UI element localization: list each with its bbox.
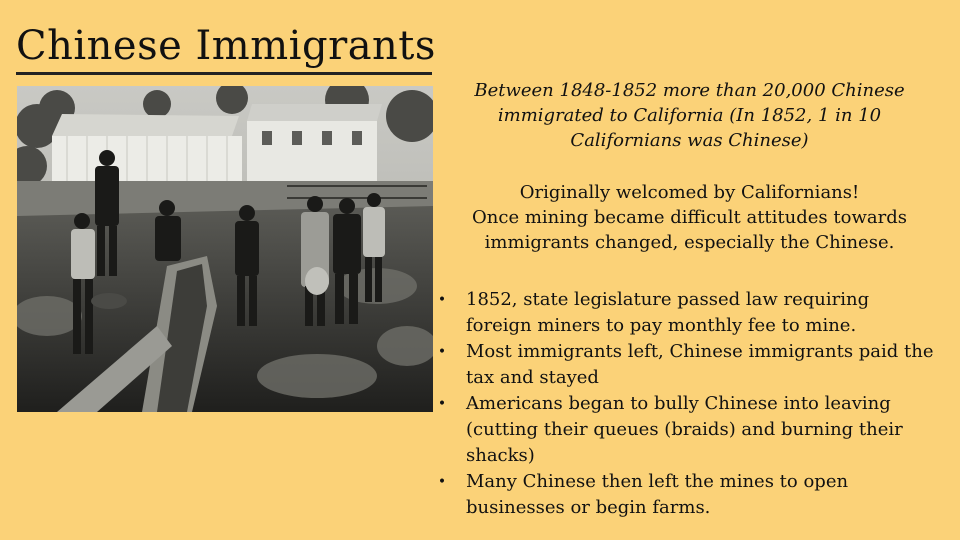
attitude-line-2: Once mining became difficult attitudes towards immigrants changed, especially the Chinese. xyxy=(472,207,907,253)
list-item xyxy=(432,391,937,469)
list-item-text: Many Chinese then left the mines to open businesses or begin farms. xyxy=(466,471,849,518)
intro-text: Between 1848-1852 more than 20,000 Chinese immigrated to California (In 1852, 1 in 10 Californians was Chinese) xyxy=(474,80,905,151)
bullet-icon: • xyxy=(437,474,447,490)
list-item-text: 1852, state legislature passed law requiring foreign miners to pay monthly fee to mine. xyxy=(466,289,870,336)
facts-list xyxy=(432,287,937,521)
bullet-icon: • xyxy=(437,396,447,412)
list-item-text: Most immigrants left, Chinese immigrants paid the tax and stayed xyxy=(466,341,934,388)
bullet-icon: • xyxy=(437,344,447,360)
list-item xyxy=(432,469,937,521)
list-item xyxy=(432,287,937,339)
slide-title: Chinese Immigrants xyxy=(16,23,436,69)
attitude-text xyxy=(447,180,932,255)
mining-photo xyxy=(17,86,433,412)
list-item xyxy=(432,339,937,391)
list-item-text: Americans began to bully Chinese into leaving (cutting their queues (braids) and burning their shacks) xyxy=(466,393,903,466)
attitude-line-1: Originally welcomed by Californians! xyxy=(519,182,860,203)
bullet-icon: • xyxy=(437,292,447,308)
title-underline xyxy=(16,72,432,75)
